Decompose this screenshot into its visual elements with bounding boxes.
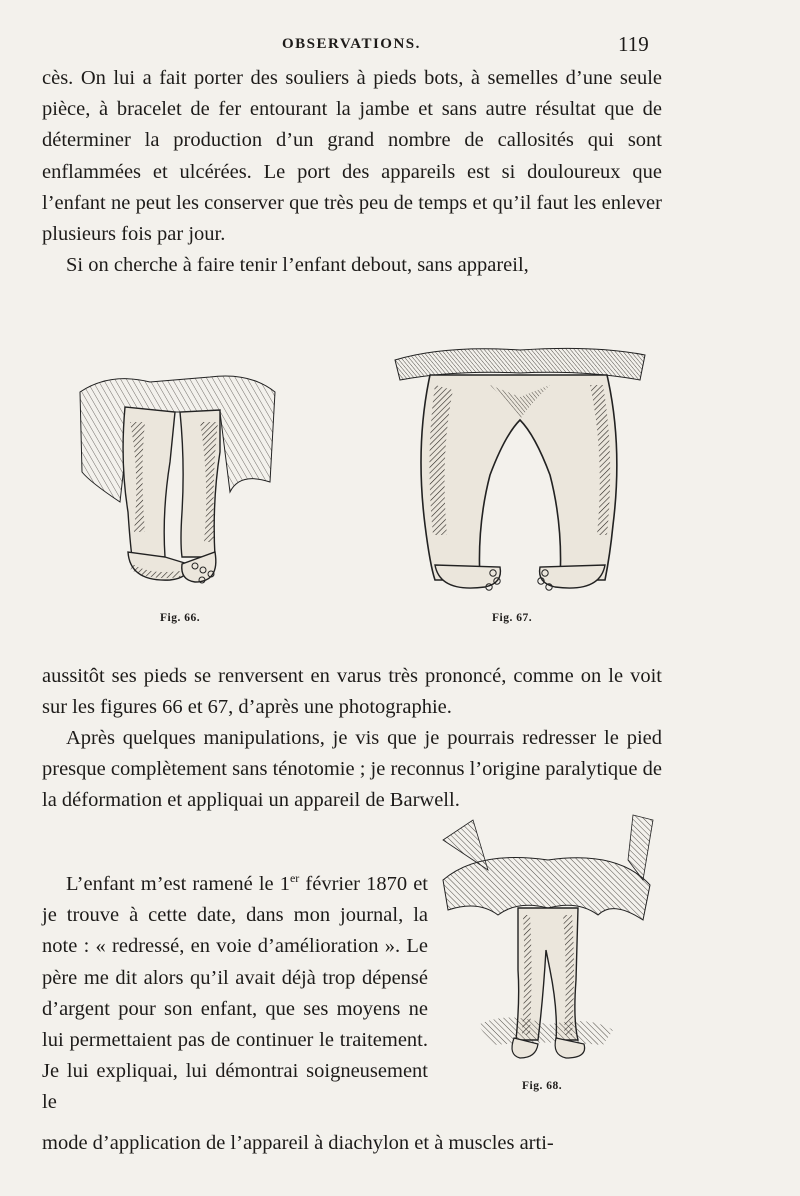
text-block-middle <box>42 661 662 723</box>
paragraph-3: aussitôt ses pieds se renversent en varus très prononcé, comme on le voit sur les figures 66 et 67, d’après une photographie. <box>42 665 662 719</box>
ordinal-superscript: er <box>289 871 300 886</box>
figure-68-illustration <box>438 800 658 1065</box>
text-block-narrow <box>42 869 428 1119</box>
running-head-title: OBSERVATIONS. <box>282 36 421 52</box>
running-head <box>0 34 800 58</box>
paragraph-5 <box>42 869 428 1119</box>
paragraph-4-text: Après quelques manipulations, je vis que je pourrais redresser le pied presque complètement sans ténotomie ; je reconnus l’origine paralytique de la déformation et appliquai un appareil de Barwell. <box>42 727 662 812</box>
figure-67-illustration <box>385 325 655 605</box>
text-block-bottom <box>42 1128 662 1159</box>
figure-68-caption: Fig. 68. <box>522 1080 563 1092</box>
paragraph-2: Si on cherche à faire tenir l’enfant debout, sans appareil, <box>66 254 529 277</box>
paragraph-1: cès. On lui a fait porter des souliers à pieds bots, à semelles d’une seule pièce, à bracelet de fer entourant la jambe et sans autre résultat que de déterminer la production d’un grand nombre de callosités qui sont enflammées et ulcérées. Le port des appareils est si douloureux que l’enfant ne peut les conserver que très peu de temps et qu’il faut les enlever plusieurs fois par jour. <box>42 67 662 246</box>
paragraph-5-start: L’enfant m’est ramené le 1 <box>66 873 290 895</box>
figure-67-caption: Fig. 67. <box>492 612 533 624</box>
figure-66-caption: Fig. 66. <box>160 612 201 624</box>
figure-66-illustration <box>70 352 280 602</box>
text-block-top <box>42 63 662 281</box>
page-number: 119 <box>618 32 649 56</box>
paragraph-5-rest: février 1870 et je trouve à cette date, dans mon journal, la note : « redressé, en voie d’amélioration ». Le père me dit alors qu’il avait déjà trop dépensé d’argent pour son enfant, que ses moyens ne lui permettaient pas de continuer le traitement. Je lui expliquai, lui démontrai soigneusement le <box>42 873 428 1114</box>
paragraph-6: mode d’application de l’appareil à diachylon et à muscles arti- <box>42 1132 554 1154</box>
